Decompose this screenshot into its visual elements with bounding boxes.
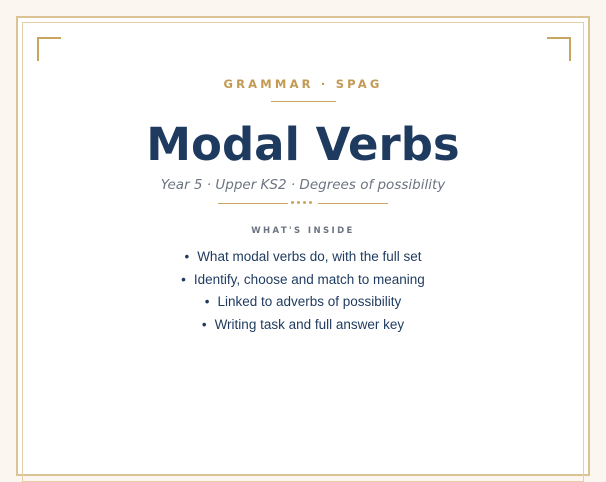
list-item — [0, 314, 606, 337]
corner-ornament-top-left — [37, 37, 61, 61]
contents-heading: WHAT'S INSIDE — [251, 226, 355, 236]
eyebrow-underline — [271, 101, 336, 102]
divider-line-right — [318, 203, 388, 204]
list-item-text: Writing task and full answer key — [214, 316, 405, 332]
list-item — [0, 269, 606, 292]
ornamental-divider — [218, 198, 388, 208]
divider-dots — [291, 201, 315, 205]
divider-dot — [291, 201, 294, 204]
list-item-text: Identify, choose and match to meaning — [193, 271, 425, 287]
divider-dot — [297, 201, 300, 204]
divider-line-left — [218, 203, 288, 204]
list-item — [0, 246, 606, 269]
bullet-icon: • — [181, 271, 186, 287]
list-item — [0, 291, 606, 314]
page-title: Modal Verbs — [146, 118, 460, 171]
divider-dot — [303, 201, 306, 204]
contents-list — [0, 246, 606, 336]
divider-dot — [309, 201, 312, 204]
list-item-text: What modal verbs do, with the full set — [197, 249, 422, 264]
page-subtitle: Year 5 · Upper KS2 · Degrees of possibility — [160, 177, 446, 193]
bullet-icon: • — [184, 249, 190, 264]
bullet-icon: • — [204, 294, 210, 309]
bullet-icon: • — [201, 316, 207, 332]
eyebrow-label: GRAMMAR · SPAG — [223, 77, 383, 91]
corner-ornament-top-right — [547, 37, 571, 61]
list-item-text: Linked to adverbs of possibility — [217, 294, 402, 309]
